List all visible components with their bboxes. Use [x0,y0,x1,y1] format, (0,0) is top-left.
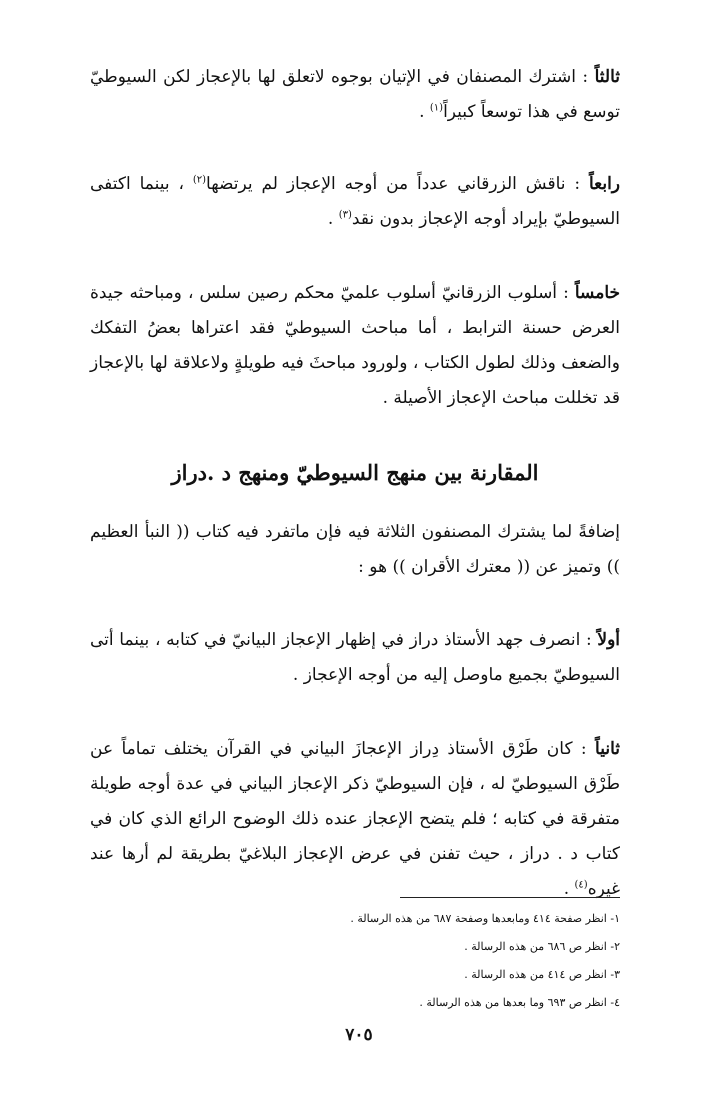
footnote-item: ١- انظر صفحة ٤١٤ ومابعدها وصفحة ٦٨٧ من هذه الرسالة . [350,912,620,925]
footnote-ref[interactable]: (٤) [574,879,588,891]
footnote-item: ٢- انظر ص ٦٨٦ من هذه الرسالة . [464,940,620,953]
paragraph-text: إضافةً لما يشترك المصنفون الثلاثة فيه فإن ماتفرد فيه كتاب (( النبأ العظيم )) وتميز عن (( معترك الأقران )) هو : [90,522,620,577]
paragraph-text: : أسلوب الزرقانيّ أسلوب علميّ محكم رصين سلس ، ومباحثه جيدة العرض حسنة الترابط ، أما مباحث السيوطيّ فقد اعتراها بعضُ التفكك والضعف وذلك لطول الكتاب ، ولورود مباحثَ فيه طويلةٍ ولاعلاقة لها بالإعجاز قد تخللت مباحث الإعجاز الأصيلة . [90,283,620,408]
paragraph-text: : كان طَرْق الأستاذ دِراز الإعجازَ البياني في القرآن يختلف تماماً عن طَرْق السيوطيّ له ، فإن السيوطيّ ذكر الإعجاز البياني في عدة أوجه طويلة متفرقة في كتابه ؛ فلم يتضح الإعجاز عنده ذلك الوضوح الرائع الذي كان في كتاب د . دراز ، حيث تفنن في عرض الإعجاز البلاغيّ بطريقة لم أرها عند غيره [90,739,620,899]
paragraph-second-point [90,732,620,907]
paragraph-text: : اشترك المصنفان في الإتيان بوجوه لاتعلق لها بالإعجاز لكن السيوطيّ توسع في هذا توسعاً كبيراً [90,67,620,122]
paragraph-fourth-point [90,167,620,237]
paragraph-lead: خامساً [574,283,621,303]
section-heading: المقارنة بين منهج السيوطيّ ومنهج د .دراز [171,460,539,485]
footnote-item: ٣- انظر ص ٤١٤ من هذه الرسالة . [464,968,620,981]
paragraph-lead: ثالثاً [594,67,620,87]
paragraph-fifth-point [90,276,620,416]
paragraph-end: . [563,879,570,899]
paragraph-first-point [90,623,620,693]
paragraph-end: . [419,102,425,122]
paragraph-lead: أولاً [597,630,621,650]
page-number: ٧٠٥ [345,1025,373,1045]
footnote-ref[interactable]: (٢) [192,174,207,186]
paragraph-text: ، بينما اكتفى السيوطيّ بإيراد أوجه الإعجاز بدون نقد [90,174,620,229]
paragraph-intro [90,515,620,585]
paragraph-text: : انصرف جهد الأستاذ دراز في إظهار الإعجاز البيانيّ في كتابه ، بينما أتى السيوطيّ بجميع ماوصل إليه من أوجه الإعجاز . [90,630,620,685]
paragraph-lead: رابعاً [588,174,621,194]
footnote-item: ٤- انظر ص ٦٩٣ وما بعدها من هذه الرسالة . [419,996,620,1009]
paragraph-end: . [327,209,334,229]
paragraph-third-point [90,60,620,130]
footnotes [250,905,620,1017]
footnote-divider [400,897,620,898]
footnote-ref[interactable]: (١) [429,102,444,114]
paragraph-text: : ناقش الزرقاني عدداً من أوجه الإعجاز لم يرتضها [206,174,581,194]
footnote-ref[interactable]: (٣) [338,209,352,221]
paragraph-lead: ثانياً [595,739,620,759]
